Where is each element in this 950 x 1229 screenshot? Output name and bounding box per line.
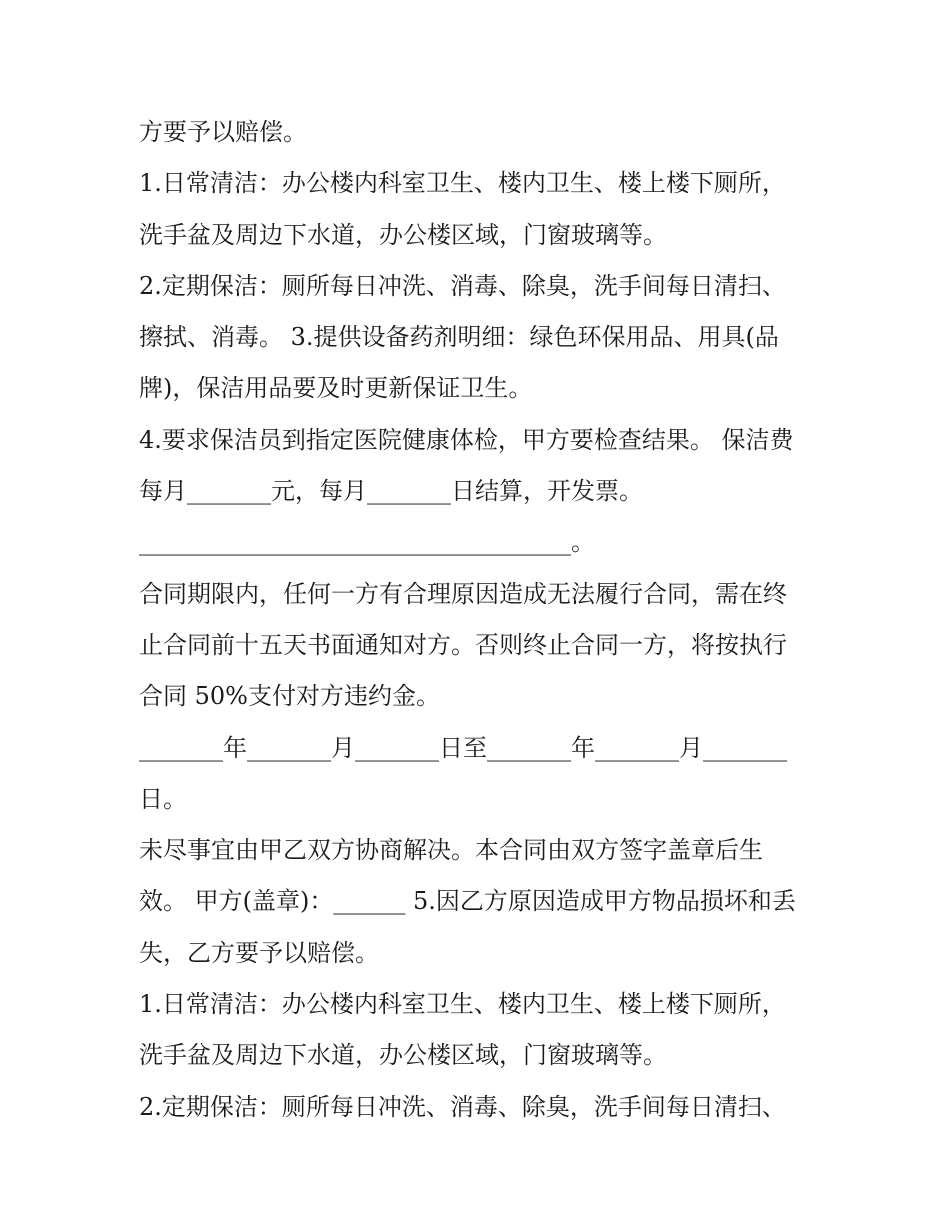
text-line: 1.日常清洁：办公楼内科室卫生、楼内卫生、楼上楼下厕所，	[139, 169, 786, 198]
text-line: 牌)，保洁用品要及时更新保证卫生。	[139, 374, 533, 403]
text-line: 4.要求保洁员到指定医院健康体检，甲方要检查结果。 保洁费	[139, 425, 794, 454]
text-line: 止合同前十五天书面通知对方。否则终止合同一方，将按执行	[139, 630, 787, 659]
text-line: 1.日常清洁：办公楼内科室卫生、楼内卫生、楼上楼下厕所，	[139, 990, 786, 1019]
text-line: 效。 甲方(盖章)：______ 5.因乙方原因造成甲方物品损坏和丢	[139, 887, 796, 916]
text-line: 洗手盆及周边下水道，办公楼区域，门窗玻璃等。	[139, 220, 667, 249]
text-line: 擦拭、消毒。 3.提供设备药剂明细：绿色环保用品、用具(品	[139, 323, 779, 352]
text-line: 2.定期保洁：厕所每日冲洗、消毒、除臭，洗手间每日清扫、	[139, 1092, 786, 1121]
date-range-line: _______年_______月_______日至_______年_______月_______	[139, 733, 787, 762]
text-line: 合同 50%支付对方违约金。	[139, 682, 440, 711]
text-line: 合同期限内，任何一方有合理原因造成无法履行合同，需在终	[139, 579, 787, 608]
text-line: 失，乙方要予以赔偿。	[139, 938, 379, 967]
text-line: 方要予以赔偿。	[139, 118, 307, 146]
document-body	[139, 107, 819, 1133]
blank-fill-line: ____________________________________。	[139, 528, 595, 557]
text-line: 日。	[139, 784, 187, 813]
text-line: 2.定期保洁：厕所每日冲洗、消毒、除臭，洗手间每日清扫、	[139, 271, 786, 300]
text-line: 每月_______元，每月_______日结算，开发票。	[139, 477, 643, 506]
text-line: 未尽事宜由甲乙双方协商解决。本合同由双方签字盖章后生	[139, 836, 763, 865]
text-line: 洗手盆及周边下水道，办公楼区域，门窗玻璃等。	[139, 1041, 667, 1070]
